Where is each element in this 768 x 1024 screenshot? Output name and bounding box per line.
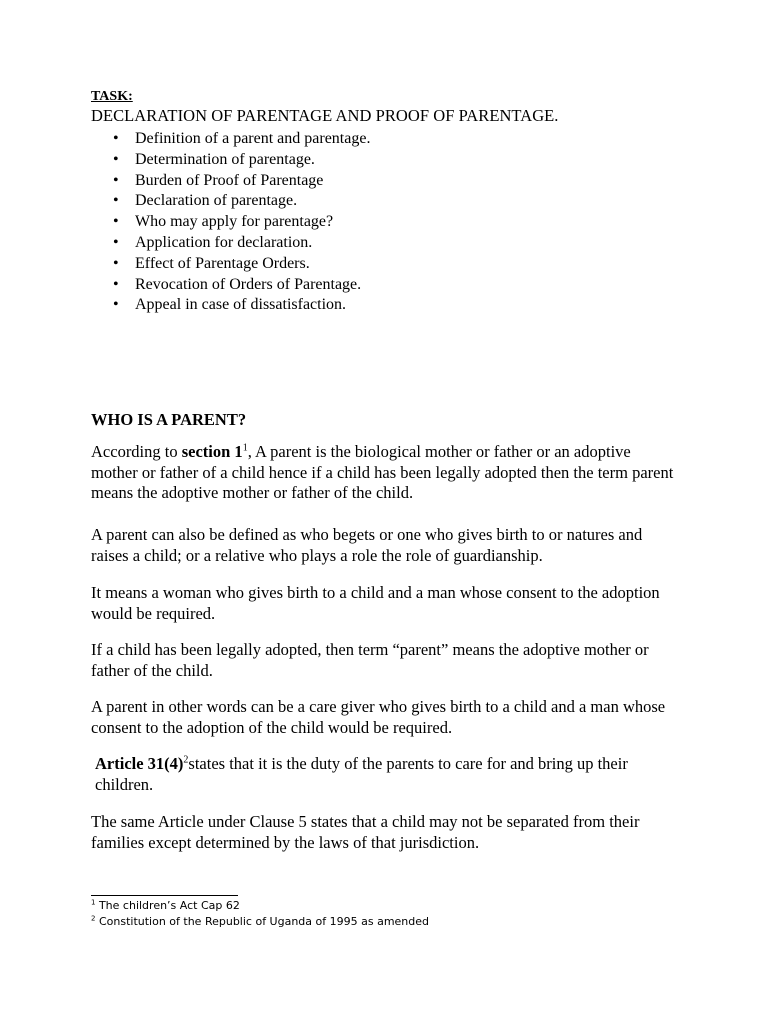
paragraph-section-1 [91, 442, 681, 504]
paragraph-body: states that it is the duty of the parents to care for and bring up their children. [95, 754, 628, 794]
list-item [91, 212, 370, 233]
list-item [91, 150, 370, 171]
list-item [91, 129, 370, 150]
list-item-text: Appeal in case of dissatisfaction. [135, 296, 347, 314]
paragraph-definition: A parent can also be defined as who begets or one who gives birth to or natures and raises a child; or a relative who plays a role the role of guardianship. [91, 525, 643, 565]
paragraph-adopted: If a child has been legally adopted, then term “parent” means the adoptive mother or father of the child. [91, 640, 649, 680]
paragraph-lead: According to [91, 442, 182, 461]
footnote-number: 2 [91, 914, 96, 923]
list-item [91, 233, 370, 254]
document-title: DECLARATION OF PARENTAGE AND PROOF OF PARENTAGE. [91, 106, 559, 125]
list-item-text: Burden of Proof of Parentage [135, 171, 324, 189]
task-label: TASK: [91, 89, 133, 104]
footnote-marker: 1 [242, 442, 248, 454]
bullet-icon: • [113, 296, 119, 314]
topics-list [91, 129, 370, 316]
bullet-icon: • [113, 233, 119, 251]
bullet-icon: • [113, 192, 119, 210]
footnote-2 [91, 915, 429, 929]
list-item-text: Determination of parentage. [135, 150, 315, 168]
bullet-icon: • [113, 171, 119, 189]
footnote-number: 1 [91, 898, 96, 907]
bullet-icon: • [113, 130, 119, 147]
list-item [91, 191, 370, 212]
list-item-text: Application for declaration. [135, 233, 313, 251]
list-item-text: Declaration of parentage. [135, 192, 298, 210]
footnote-marker: 2 [183, 754, 189, 766]
list-item [91, 171, 370, 192]
list-item-text: Who may apply for parentage? [135, 213, 334, 231]
list-item [91, 254, 370, 275]
footnote-text: Constitution of the Republic of Uganda of 1995 as amended [95, 915, 430, 928]
paragraph-clause-5: The same Article under Clause 5 states that a child may not be separated from their families except determined by the laws of that jurisdiction. [91, 812, 640, 852]
paragraph-article-31 [95, 754, 685, 795]
paragraph-woman-man: It means a woman who gives birth to a child and a man whose consent to the adoption would be required. [91, 583, 660, 623]
bullet-icon: • [113, 213, 119, 231]
footnote-1 [91, 899, 240, 913]
paragraph-care-giver: A parent in other words can be a care giver who gives birth to a child and a man whose consent to the adoption of the child would be required. [91, 697, 666, 737]
list-item [91, 295, 370, 316]
footnote-text: The children’s Act Cap 62 [95, 899, 240, 912]
list-item-text: Revocation of Orders of Parentage. [135, 275, 362, 293]
section-heading: WHO IS A PARENT? [91, 410, 247, 429]
article-reference: Article 31(4) [95, 754, 184, 773]
bullet-icon: • [113, 150, 119, 168]
paragraph-body: , A parent is the biological mother or father or an adoptive mother or father of a child hence if a child has been legally adopted then the term parent means the adoptive mother or father of the child. [91, 442, 674, 503]
list-item-text: Definition of a parent and parentage. [135, 130, 371, 147]
list-item [91, 275, 370, 296]
list-item-text: Effect of Parentage Orders. [135, 254, 310, 272]
statute-reference: section 1 [181, 442, 243, 461]
footnote-separator [91, 895, 238, 896]
bullet-icon: • [113, 254, 119, 272]
bullet-icon: • [113, 275, 119, 293]
